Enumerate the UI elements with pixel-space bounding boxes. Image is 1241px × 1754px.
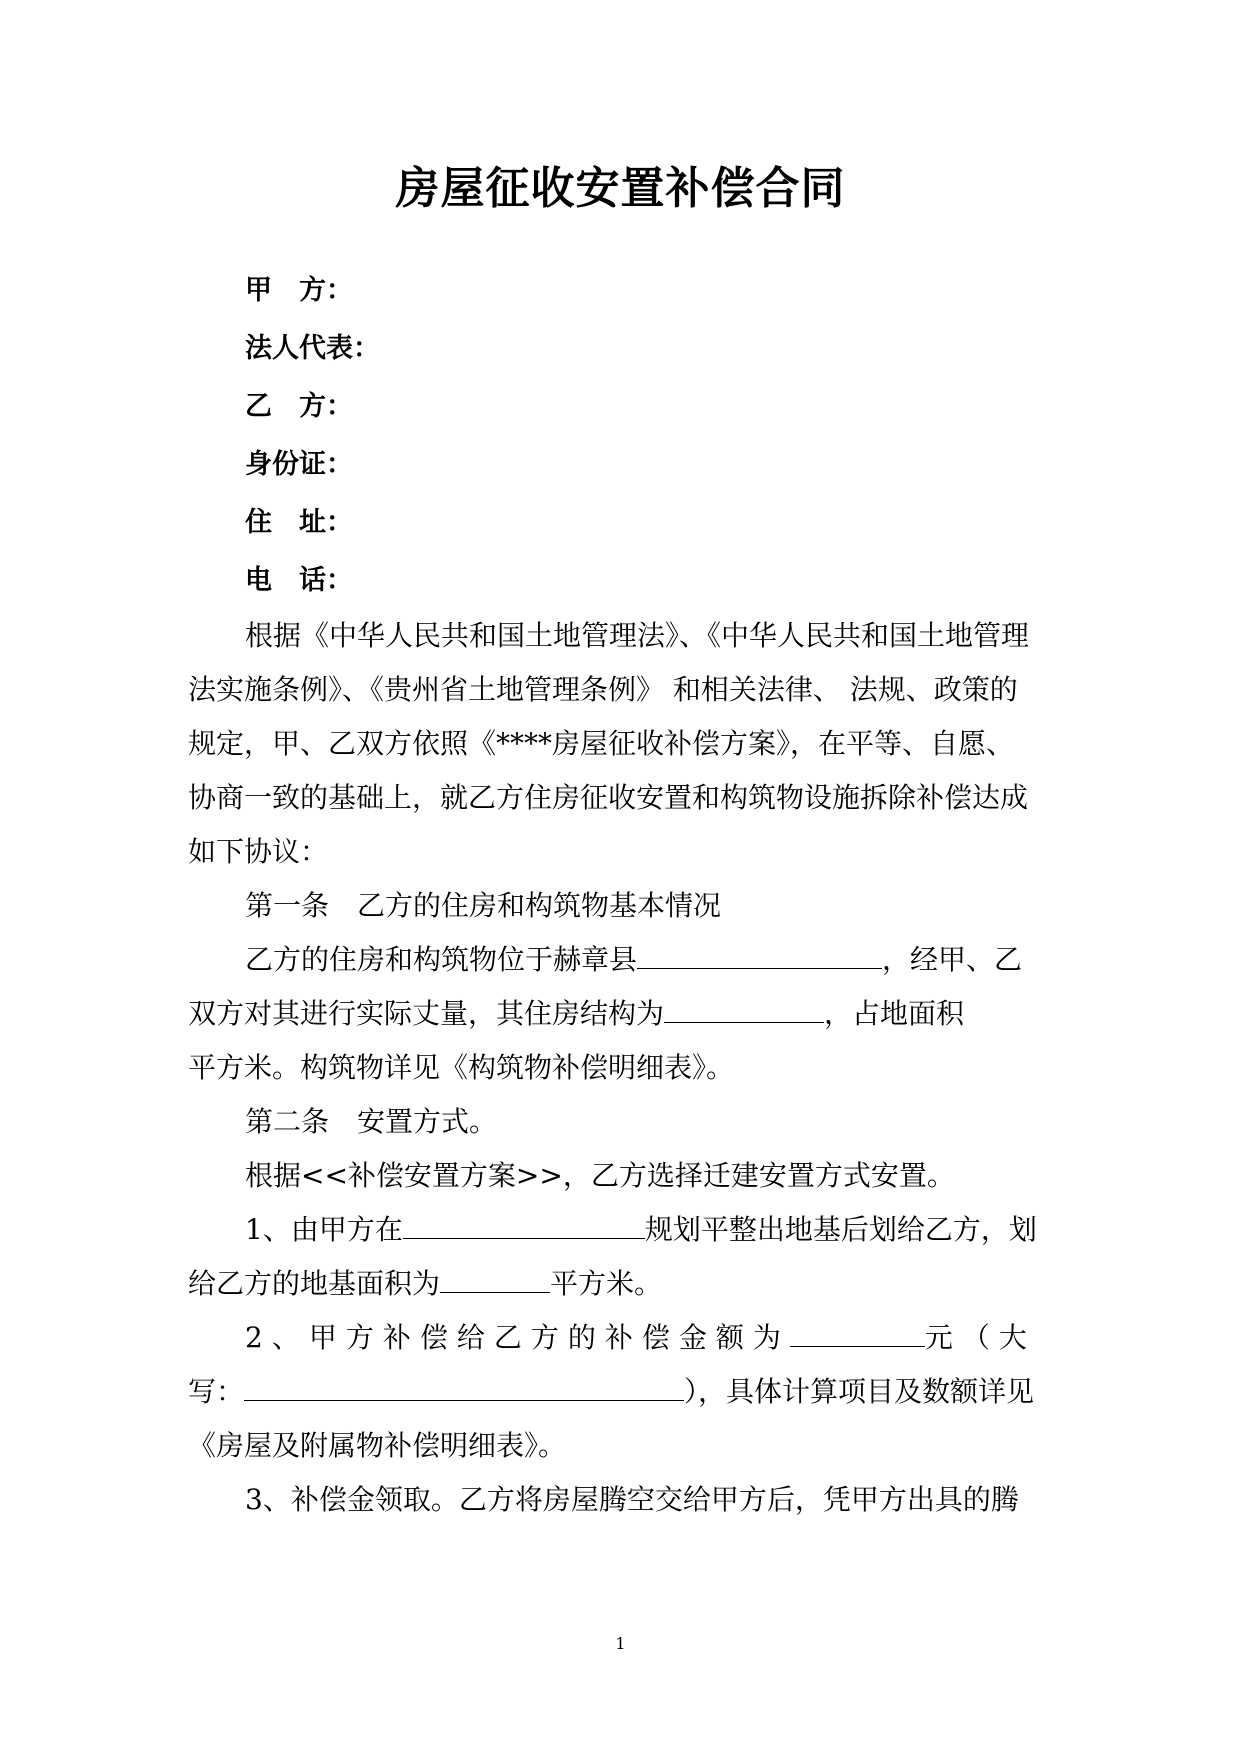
item-1-text: 给乙方的地基面积为 [188, 1267, 441, 1300]
site-blank [403, 1212, 645, 1239]
address-label: 住 址： [245, 507, 353, 538]
area-blank [440, 1266, 550, 1293]
item-2-line [188, 1370, 1054, 1410]
preamble-line: 法实施条例》、《贵州省土地管理条例》 和相关法律、 法规、政策的 [188, 673, 1018, 706]
article-2-heading: 第二条 安置方式。 [245, 1105, 498, 1138]
item-1-line [245, 1208, 1054, 1248]
article-1-line [245, 938, 1054, 978]
preamble-line: 根据《中华人民共和国土地管理法》、《中华人民共和国土地管理 [245, 619, 1030, 652]
preamble-line: 如下协议： [188, 835, 329, 868]
item-1-text: 平方米。 [550, 1267, 663, 1300]
article-1-heading: 第一条 乙方的住房和构筑物基本情况 [245, 889, 722, 922]
article-1-text: ，经甲、乙 [882, 943, 1023, 976]
item-3-line: 3、补偿金领取。乙方将房屋腾空交给甲方后，凭甲方出具的腾 [245, 1483, 1019, 1516]
amount-blank [790, 1320, 925, 1347]
item-2-text: 写： [188, 1375, 245, 1408]
article-1-line [188, 992, 1054, 1032]
item-2-line: 《房屋及附属物补偿明细表》。 [188, 1429, 567, 1462]
article-1-text: 乙方的住房和构筑物位于赫章县 [245, 943, 638, 976]
amount-words-blank [244, 1374, 684, 1401]
page-number: 1 [615, 1634, 626, 1653]
article-1-text: 双方对其进行实际丈量，其住房结构为 [188, 997, 665, 1030]
item-1-text: 规划平整出地基后划给乙方，划 [644, 1213, 1037, 1246]
party-b-label: 乙 方： [245, 391, 353, 422]
structure-blank [664, 996, 824, 1023]
item-1-text: 1、由甲方在 [245, 1213, 403, 1246]
location-blank [637, 942, 882, 969]
preamble-line: 协商一致的基础上，就乙方住房征收安置和构筑物设施拆除补偿达成 [188, 781, 1029, 814]
article-1-line: 平方米。构筑物详见《构筑物补偿明细表》。 [188, 1051, 735, 1084]
article-1-text: ，占地面积 [824, 997, 965, 1030]
item-2-text: 元（大 [924, 1321, 1036, 1354]
id-card-label: 身份证： [245, 449, 353, 480]
party-a-label: 甲 方： [245, 275, 353, 306]
item-2-line [245, 1316, 1054, 1356]
document-title: 房屋征收安置补偿合同 [395, 163, 846, 214]
item-2-text: 2、甲方补偿给乙方的补偿金额为 [245, 1321, 790, 1354]
item-1-line [188, 1262, 1054, 1302]
article-2-text: 根据<<补偿安置方案>>，乙方选择迁建安置方式安置。 [245, 1159, 955, 1192]
legal-rep-label: 法人代表： [245, 333, 380, 364]
phone-label: 电 话： [245, 565, 353, 596]
item-2-text: ），具体计算项目及数额详见 [684, 1375, 1035, 1408]
preamble-line: 规定，甲、乙双方依照《****房屋征收补偿方案》，在平等、自愿、 [188, 727, 1015, 760]
